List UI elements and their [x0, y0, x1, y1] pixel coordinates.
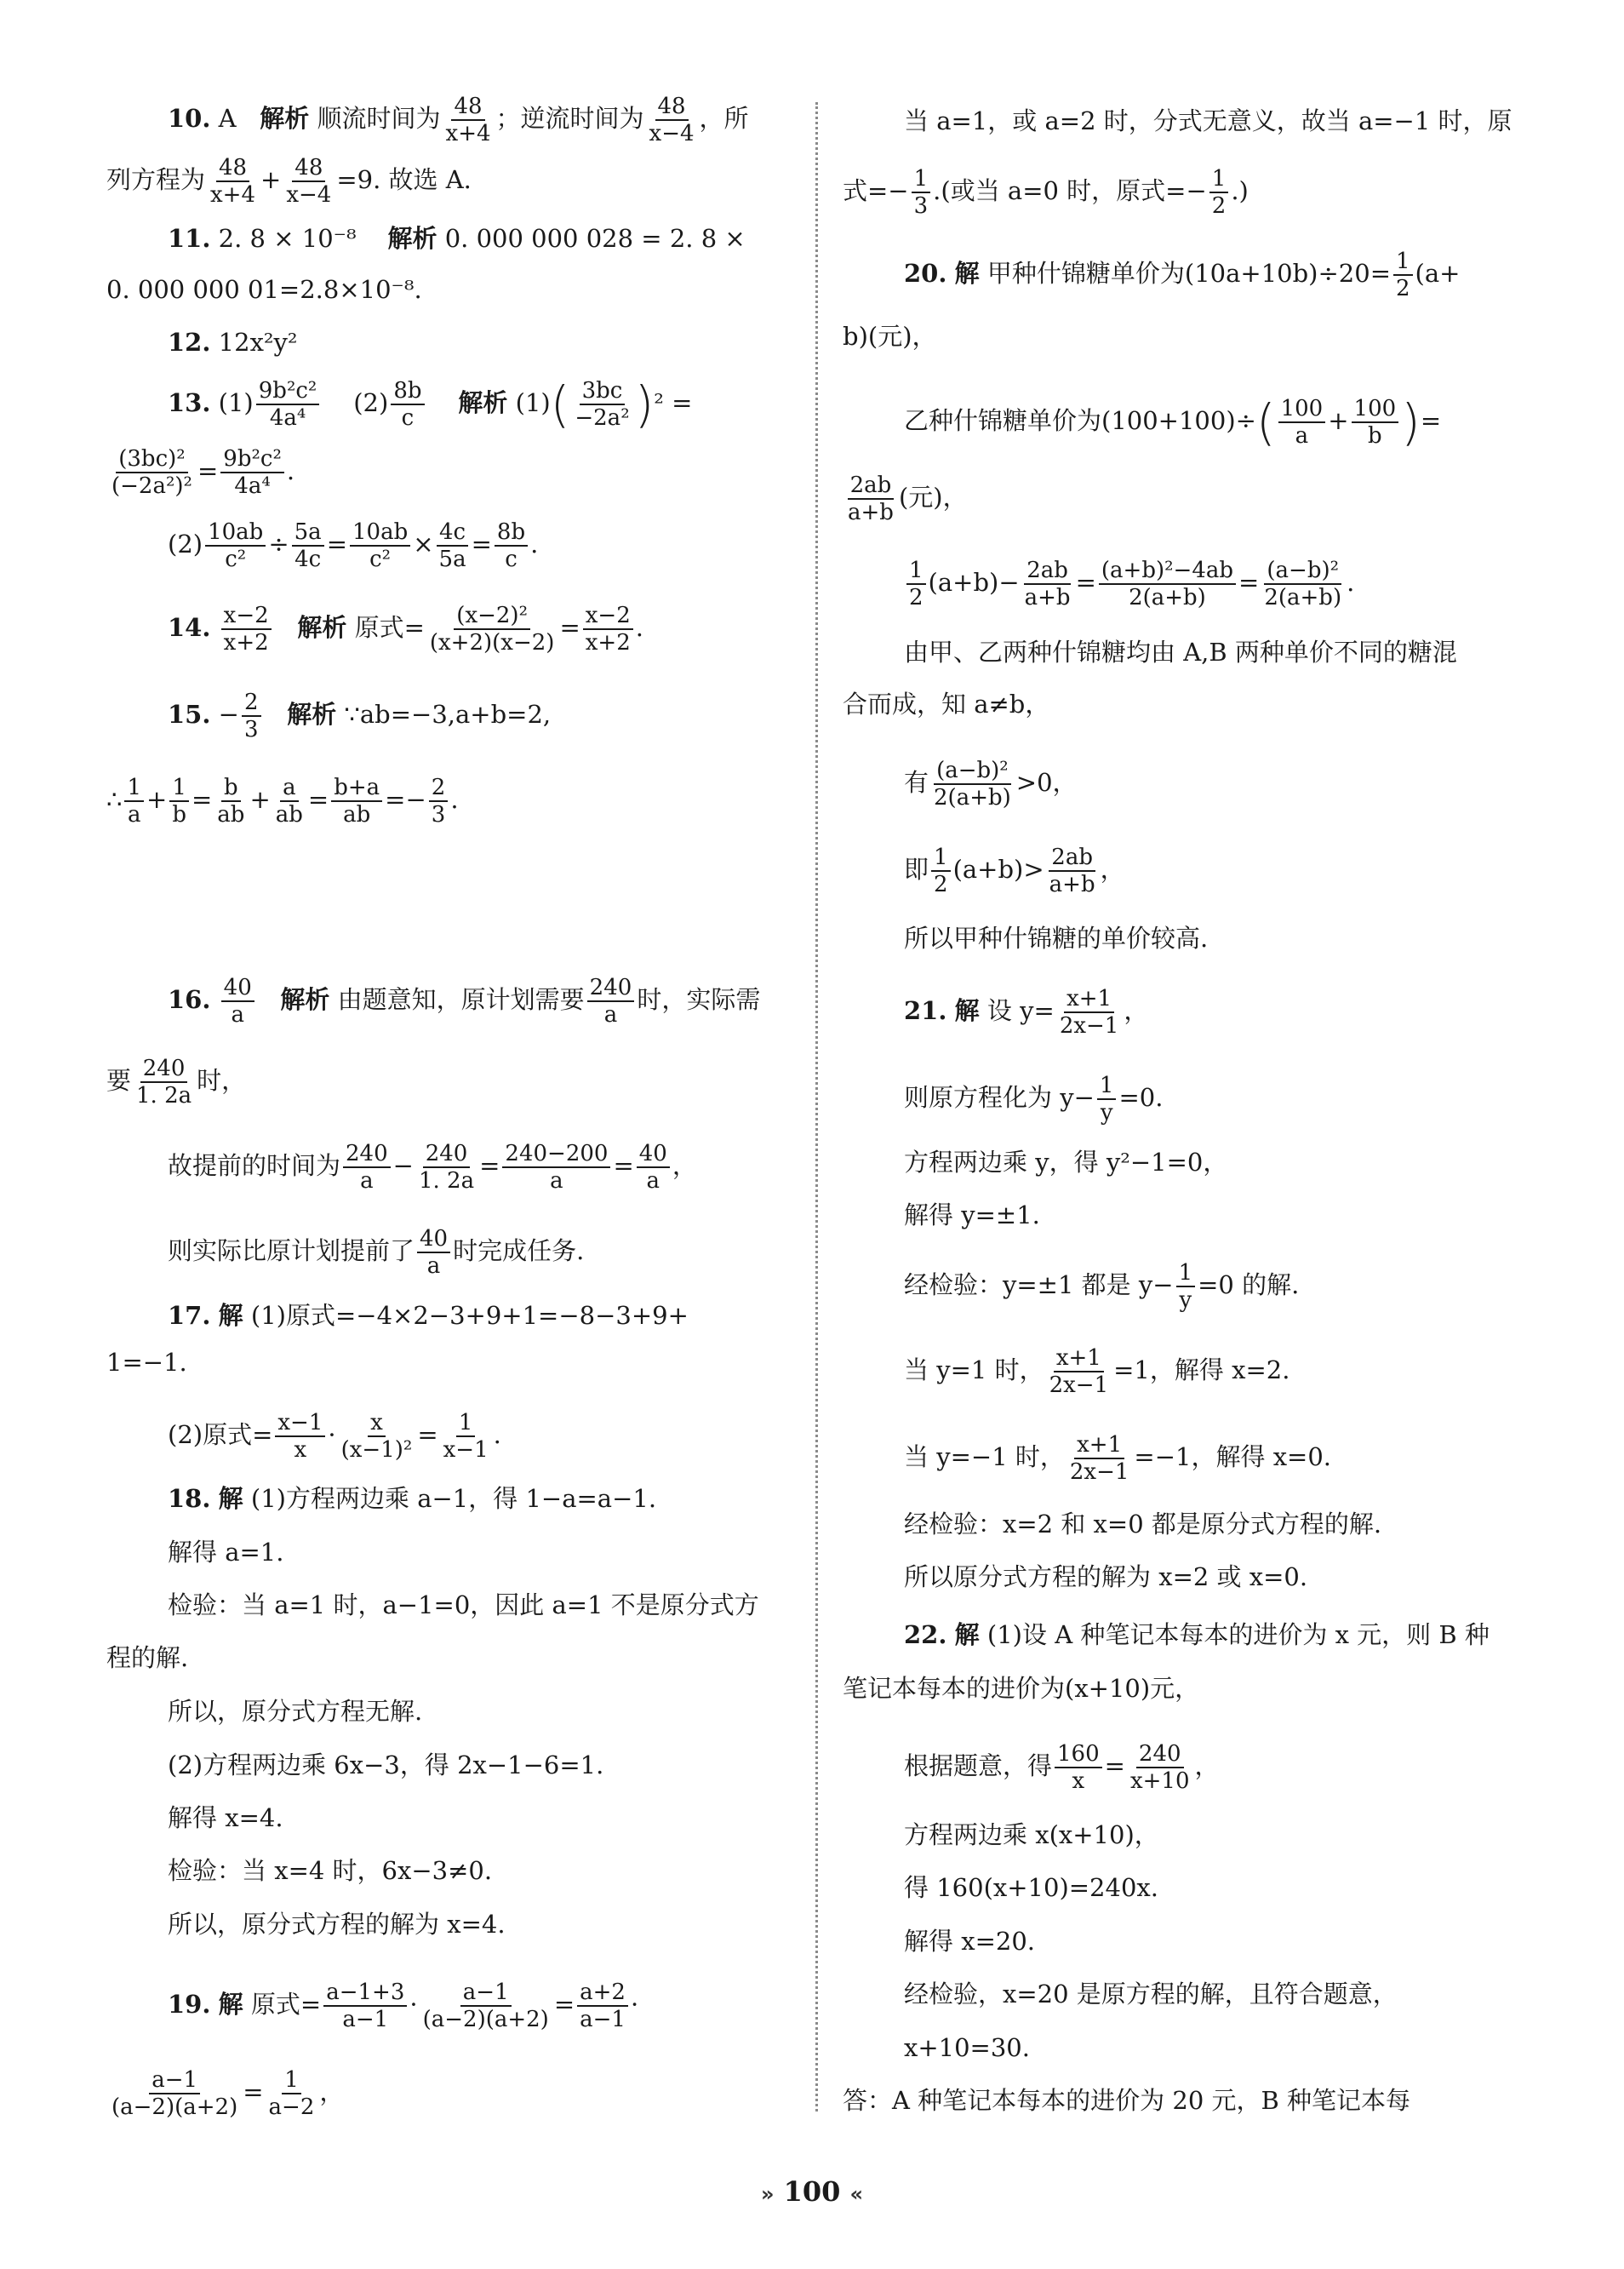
q20-text: b)(元)，: [843, 322, 937, 351]
q19-text: ·: [630, 1990, 639, 2019]
fraction: $\frac{240}{1. 2a}$: [136, 1056, 192, 1109]
q20-line4: [843, 473, 968, 525]
q20-text: 有: [904, 768, 929, 797]
fraction: $\frac{1}{y}$: [1097, 1073, 1117, 1126]
q13-text: =: [197, 456, 219, 485]
q10-text: =9. 故选 A.: [336, 165, 472, 194]
fraction: $\frac{1}{a}$: [124, 775, 144, 828]
q19-number: 19.: [168, 1990, 211, 2019]
q21-text: 当 y=−1 时，: [904, 1442, 1065, 1471]
q20-text: =: [1420, 406, 1442, 435]
q21-text: 则原方程化为 y−: [904, 1083, 1095, 1112]
q19-text: ·: [409, 1990, 418, 2019]
q20-text: +: [1328, 406, 1349, 435]
fraction: $\frac{\text{(3bc)²}}{\text{(−2a²)²}}$: [112, 446, 192, 499]
q15-text: .: [450, 785, 459, 814]
fraction: $\frac{x-2}{x+2}$: [583, 603, 633, 656]
q16-line2: [106, 1056, 246, 1109]
q17-text: =: [417, 1420, 438, 1449]
q18-text: 所以，原分式方程无解.: [168, 1697, 423, 1726]
q18-number: 18.: [168, 1484, 211, 1513]
q15-line1: [106, 690, 551, 742]
q10-line1: [106, 94, 749, 146]
q21-line1: [843, 986, 1148, 1039]
q21-text: ，: [1124, 996, 1149, 1025]
fraction: $\frac{1}{2}$: [931, 845, 951, 897]
q20-text: =: [1238, 568, 1260, 597]
q17-text: ·: [328, 1420, 336, 1449]
q20-text: >0，: [1015, 768, 1078, 797]
fraction: $\frac{3bc}{\text{−2a²}}$: [575, 378, 630, 431]
q22-text: x+10=30.: [904, 2033, 1030, 2062]
column-divider: [815, 102, 818, 2111]
fraction: $\frac{240}{x+10}$: [1129, 1741, 1190, 1794]
fraction: $\frac{x}{\text{(x−1)²}}$: [340, 1410, 413, 1463]
q17-text: (1)原式=−4×2−3+9+1=−8−3+9+: [250, 1301, 689, 1330]
q14-text: .: [635, 613, 643, 642]
q18-text: 解得 a=1.: [168, 1538, 284, 1567]
fraction: $\frac{\text{9b²c²}}{\text{4a⁴}}$: [220, 446, 284, 499]
fraction: $\frac{10ab}{\text{c²}}$: [205, 519, 266, 572]
q21-text: 经检验：x=2 和 x=0 都是原分式方程的解.: [904, 1510, 1382, 1538]
q19-text: =: [243, 2077, 264, 2106]
q20-solution-tag: 解: [954, 259, 980, 288]
q20-line9: [843, 845, 1125, 897]
q16-text: 由题意知，原计划需要: [337, 985, 585, 1014]
q22-line5: [843, 1871, 1158, 1905]
q10-text: +: [260, 165, 282, 194]
fraction: $\frac{x+1}{2x-1}$: [1059, 986, 1119, 1039]
q13-text: (2): [353, 388, 389, 417]
q20-line6: [843, 635, 1457, 669]
q13-text: (1): [218, 388, 254, 417]
q20-text: 由甲、乙两种什锦糖均由 A,B 两种单价不同的糖混: [904, 638, 1457, 667]
fraction: $\frac{x-1}{x}$: [275, 1410, 325, 1463]
q22-text: 经检验，x=20 是原方程的解，且符合题意，: [904, 1980, 1398, 2008]
fraction: $\frac{2ab}{a+b}$: [1024, 558, 1071, 610]
q18-text: 所以，原分式方程的解为 x=4.: [168, 1910, 506, 1939]
q19-solution-tag: 解: [218, 1990, 243, 2019]
q21-line7: [843, 1432, 1331, 1485]
q16-line4: [106, 1226, 584, 1279]
q20-text: (a+: [1415, 259, 1461, 288]
q16-text: 故提前的时间为: [168, 1151, 341, 1180]
page-number: 100: [783, 2175, 841, 2208]
q20-text: 甲种什锦糖单价为(10a+10b)÷20=: [986, 259, 1391, 288]
fraction: $\frac{a-1+3}{a-1}$: [323, 1980, 407, 2032]
q11-analysis-tag: 解析: [387, 224, 437, 253]
q19-text: 当 a=1，或 a=2 时，分式无意义，故当 a=−1 时，原: [904, 106, 1512, 135]
q10-line2: [106, 155, 472, 208]
q22-line9: [843, 2083, 1410, 2117]
q22-text: =: [1104, 1751, 1125, 1780]
q16-number: 16.: [168, 985, 211, 1014]
fraction: $\frac{x+1}{2x-1}$: [1069, 1432, 1129, 1485]
fraction: $\frac{2}{3}$: [429, 775, 449, 828]
q15-number: 15.: [168, 700, 211, 729]
chevron-right-icon: »: [760, 2182, 775, 2206]
q19-text: 原式=: [250, 1990, 322, 2019]
q21-text: =−1，解得 x=0.: [1134, 1442, 1332, 1471]
fraction: $\frac{a}{ab}$: [275, 775, 303, 828]
q18-line2: [106, 1535, 283, 1569]
fraction: $\frac{5a}{4c}$: [292, 519, 324, 572]
fraction: $\frac{10ab}{\text{c²}}$: [350, 519, 410, 572]
q13-text: ×: [413, 530, 434, 559]
paren: (: [550, 375, 570, 433]
q22-text: 方程两边乘 x(x+10)，: [904, 1820, 1159, 1849]
q11-text: 0. 000 000 028 = 2. 8 ×: [444, 224, 746, 253]
fraction: $\frac{240}{a}$: [343, 1141, 391, 1194]
q13-line2: [106, 446, 294, 499]
q13-text: (1): [515, 388, 551, 417]
fraction: $\frac{1}{y}$: [1176, 1260, 1196, 1313]
fraction: $\frac{\text{(x−2)²}}{(x+2)(x-2)}$: [429, 603, 555, 656]
q21-line3: [843, 1145, 1227, 1179]
q13-line1: [106, 375, 693, 433]
q16-text: 时，: [197, 1066, 247, 1095]
q21-line4: [843, 1198, 1040, 1232]
q18-line5: [106, 1694, 422, 1728]
fraction: $\frac{1}{2}$: [1393, 249, 1413, 301]
q18-line3: [106, 1588, 759, 1622]
q22-text: 笔记本每本的进价为(x+10)元，: [843, 1674, 1200, 1703]
q20-text: (a+b)−: [928, 568, 1020, 597]
q22-solution-tag: 解: [954, 1620, 980, 1649]
q19-text: (或当 a=0 时，原式=−: [941, 176, 1207, 205]
q16-analysis-tag: 解析: [280, 985, 330, 1014]
q16-text: −: [392, 1151, 414, 1180]
fraction: $\frac{48}{x-4}$: [286, 155, 332, 208]
q20-text: (a+b)>: [952, 855, 1044, 884]
q22-line8: [843, 2031, 1030, 2065]
q22-number: 22.: [904, 1620, 947, 1649]
q18-text: 程的解.: [106, 1643, 189, 1672]
q13-text: .: [530, 530, 539, 559]
q11-text: 0. 000 000 01=2.8×10⁻⁸.: [106, 275, 422, 304]
q14-line: [106, 603, 643, 656]
q17-solution-tag: 解: [218, 1301, 243, 1330]
q21-text: 方程两边乘 y，得 y²−1=0，: [904, 1148, 1228, 1177]
fraction: $\frac{a-1}{(a-2)(a+2)}$: [422, 1980, 549, 2032]
paren: ): [634, 375, 655, 433]
fraction: $\frac{1}{2}$: [1209, 166, 1229, 219]
q21-text: =0 的解.: [1198, 1270, 1300, 1299]
q17-line1: [106, 1298, 689, 1332]
q20-line1: [843, 249, 1460, 301]
fraction: $\frac{40}{a}$: [417, 1226, 450, 1279]
q15-text: +: [249, 785, 271, 814]
fraction: $\frac{8b}{c}$: [391, 378, 424, 431]
q15-text: =−: [385, 785, 426, 814]
q14-number: 14.: [168, 613, 211, 642]
q19-text: .): [1231, 176, 1249, 205]
q19-text: ，: [319, 2077, 345, 2106]
q21-text: 设 y=: [986, 996, 1055, 1025]
q18-text: 检验：当 a=1 时，a−1=0，因此 a=1 不是原分式方: [168, 1590, 759, 1619]
q18-line1: [106, 1481, 656, 1516]
q20-line8: [843, 758, 1078, 811]
q22-line3: [843, 1741, 1220, 1794]
q21-text: 解得 y=±1.: [904, 1200, 1040, 1229]
q15-text: +: [146, 785, 168, 814]
q21-text: =1，解得 x=2.: [1113, 1355, 1290, 1384]
fraction: $\frac{48}{x+4}$: [210, 155, 256, 208]
fraction: $\frac{240}{a}$: [587, 975, 635, 1028]
q22-text: 根据题意，得: [904, 1751, 1053, 1780]
q10-answer: A: [218, 104, 237, 133]
fraction: $\frac{2ab}{a+b}$: [1049, 845, 1095, 897]
fraction: $\frac{x-2}{x+2}$: [221, 603, 272, 656]
q14-text: 原式=: [354, 613, 425, 642]
q21-solution-tag: 解: [954, 996, 980, 1025]
fraction: $\frac{4c}{5a}$: [437, 519, 469, 572]
q13-text: ² =: [654, 388, 693, 417]
fraction: $\frac{1}{b}$: [169, 775, 189, 828]
q18-line4: [106, 1641, 188, 1675]
q12-number: 12.: [168, 328, 211, 357]
q21-text: 所以原分式方程的解为 x=2 或 x=0.: [904, 1562, 1308, 1591]
q20-text: .: [1347, 568, 1355, 597]
q15-line2: [106, 775, 459, 828]
q21-text: 当 y=1 时，: [904, 1355, 1044, 1384]
q20-text: 乙种什锦糖单价为(100+100)÷: [904, 406, 1256, 435]
q18-text: 解得 x=4.: [168, 1803, 283, 1832]
paren: ): [1401, 393, 1421, 451]
q13-line3: [106, 519, 538, 572]
q13-text: =: [471, 530, 492, 559]
q20-text: 合而成，知 a≠b，: [843, 690, 1050, 719]
q16-text: =: [479, 1151, 500, 1180]
q11-line1: [106, 221, 746, 255]
q19-cont-line2: [843, 166, 1249, 219]
q22-line4: [843, 1818, 1159, 1852]
fraction: $\frac{a+2}{a-1}$: [577, 1980, 628, 2032]
q18-text: 检验：当 x=4 时，6x−3≠0.: [168, 1856, 493, 1885]
q16-text: ，: [672, 1151, 697, 1180]
q15-analysis-tag: 解析: [287, 700, 337, 729]
q21-text: =0.: [1118, 1083, 1164, 1112]
q15-text: =: [191, 785, 213, 814]
q20-line5: [843, 558, 1354, 610]
q19-line1: [106, 1980, 638, 2032]
q14-text: =: [559, 613, 580, 642]
q20-line2: [843, 319, 937, 353]
q12-answer: 12x²y²: [218, 328, 298, 357]
q16-text: 时完成任务.: [453, 1236, 585, 1265]
fraction: $\frac{240}{1. 2a}$: [418, 1141, 475, 1194]
fraction: $\frac{\text{(a−b)²}}{2(a+b)}$: [934, 758, 1011, 811]
q16-text: 要: [106, 1066, 132, 1095]
fraction: $\frac{\text{(a+b)²−4ab}}{2(a+b)}$: [1099, 558, 1236, 610]
page-number-footer: [0, 2175, 1624, 2208]
q12-line: [106, 325, 298, 359]
q20-text: (元)，: [898, 483, 968, 512]
fraction: $\frac{160}{x}$: [1055, 1741, 1102, 1794]
q22-line1: [843, 1618, 1490, 1652]
q22-line7: [843, 1977, 1398, 2011]
q10-text: ；逆流时间为: [495, 104, 644, 133]
q11-number: 11.: [168, 224, 211, 253]
fraction: $\frac{240-200}{a}$: [502, 1141, 610, 1194]
q14-analysis-tag: 解析: [297, 613, 347, 642]
q20-line10: [843, 921, 1208, 955]
q18-text: (2)方程两边乘 6x−3，得 2x−1−6=1.: [168, 1750, 604, 1779]
q20-text: 即: [904, 855, 929, 884]
q17-line2: [106, 1345, 187, 1379]
q13-text: (2): [168, 530, 203, 559]
fraction: $\frac{48}{x-4}$: [649, 94, 695, 146]
q20-line3: [843, 393, 1442, 451]
q13-number: 13.: [168, 388, 211, 417]
q18-line9: [106, 1907, 506, 1941]
q22-text: 得 160(x+10)=240x.: [904, 1873, 1158, 1902]
q10-text: ，所: [699, 104, 749, 133]
q18-line8: [106, 1854, 492, 1888]
q10-text: 顺流时间为: [317, 104, 441, 133]
q21-text: 经检验：y=±1 都是 y−: [904, 1270, 1174, 1299]
fraction: $\frac{a-1}{(a-2)(a+2)}$: [112, 2067, 238, 2120]
q15-text: −: [218, 700, 239, 729]
q18-text: (1)方程两边乘 a−1，得 1−a=a−1.: [250, 1484, 657, 1513]
fraction: $\frac{100}{a}$: [1278, 396, 1326, 449]
q19-line2: [106, 2067, 344, 2120]
q16-text: =: [613, 1151, 634, 1180]
paren: (: [1255, 393, 1276, 451]
q15-text: ∴: [106, 785, 123, 814]
q16-text: 则实际比原计划提前了: [168, 1236, 415, 1265]
q22-text: ，: [1194, 1751, 1220, 1780]
q19-cont-line1: [843, 104, 1512, 138]
q17-text: (2)原式=: [168, 1420, 273, 1449]
q21-line8: [843, 1507, 1381, 1541]
fraction: $\frac{1}{2}$: [906, 558, 926, 610]
q22-text: 答：A 种笔记本每本的进价为 20 元，B 种笔记本每: [843, 2086, 1411, 2115]
q22-line2: [843, 1671, 1199, 1705]
q20-number: 20.: [904, 259, 947, 288]
q19-text: =: [553, 1990, 575, 2019]
q15-text: ∵ab=−3,a+b=2,: [344, 700, 552, 729]
q16-text: 时，实际需: [637, 985, 761, 1014]
q15-text: =: [307, 785, 329, 814]
q17-text: .: [493, 1420, 501, 1449]
q21-line9: [843, 1560, 1307, 1594]
fraction: $\frac{40}{a}$: [637, 1141, 670, 1194]
q17-line3: [106, 1410, 501, 1463]
fraction: $\frac{2}{3}$: [242, 690, 261, 742]
fraction: $\frac{b}{ab}$: [217, 775, 245, 828]
q10-analysis-tag: 解析: [260, 104, 310, 133]
q11-answer: 2. 8 × 10⁻⁸: [218, 224, 357, 253]
q18-line6: [106, 1748, 603, 1782]
q18-solution-tag: 解: [218, 1484, 243, 1513]
q10-number: 10.: [168, 104, 211, 133]
q18-line7: [106, 1801, 283, 1835]
q20-text: ，: [1100, 855, 1125, 884]
fraction: $\frac{1}{a-2}$: [268, 2067, 315, 2120]
q20-text: 所以甲种什锦糖的单价较高.: [904, 924, 1209, 953]
fraction: $\frac{\text{(a−b)²}}{2(a+b)}$: [1264, 558, 1342, 610]
fraction: $\frac{1}{x-1}$: [443, 1410, 489, 1463]
fraction: $\frac{x+1}{2x-1}$: [1049, 1345, 1109, 1398]
q22-text: 解得 x=20.: [904, 1927, 1035, 1956]
q20-line7: [843, 687, 1049, 721]
q17-text: 1=−1.: [106, 1348, 187, 1377]
q13-text: .: [286, 456, 295, 485]
q19-text: 式=−: [843, 176, 909, 205]
q22-line6: [843, 1924, 1035, 1958]
fraction: $\frac{1}{3}$: [912, 166, 931, 219]
fraction: $\frac{2ab}{a+b}$: [848, 473, 894, 525]
chevron-left-icon: «: [849, 2182, 864, 2206]
q11-line2: [106, 272, 422, 307]
fraction: $\frac{8b}{c}$: [495, 519, 528, 572]
q22-text: (1)设 A 种笔记本每本的进价为 x 元，则 B 种: [986, 1620, 1490, 1649]
q21-number: 21.: [904, 996, 947, 1025]
fraction: $\frac{48}{x+4}$: [445, 94, 491, 146]
q13-text: =: [326, 530, 347, 559]
fraction: $\frac{b+a}{ab}$: [331, 775, 382, 828]
q16-line3: [106, 1141, 697, 1194]
q16-line1: [106, 975, 760, 1028]
fraction: $\frac{40}{a}$: [221, 975, 254, 1028]
q17-number: 17.: [168, 1301, 211, 1330]
q19-text: .: [933, 176, 941, 205]
q21-line2: [843, 1073, 1163, 1126]
q13-text: ÷: [268, 530, 289, 559]
fraction: $\frac{100}{b}$: [1352, 396, 1399, 449]
q13-analysis-tag: 解析: [458, 388, 508, 417]
q21-line6: [843, 1345, 1289, 1398]
q10-text: 列方程为: [106, 165, 206, 194]
fraction: $\frac{\text{9b²c²}}{\text{4a⁴}}$: [256, 378, 320, 431]
q21-line5: [843, 1260, 1299, 1313]
q20-text: =: [1075, 568, 1096, 597]
